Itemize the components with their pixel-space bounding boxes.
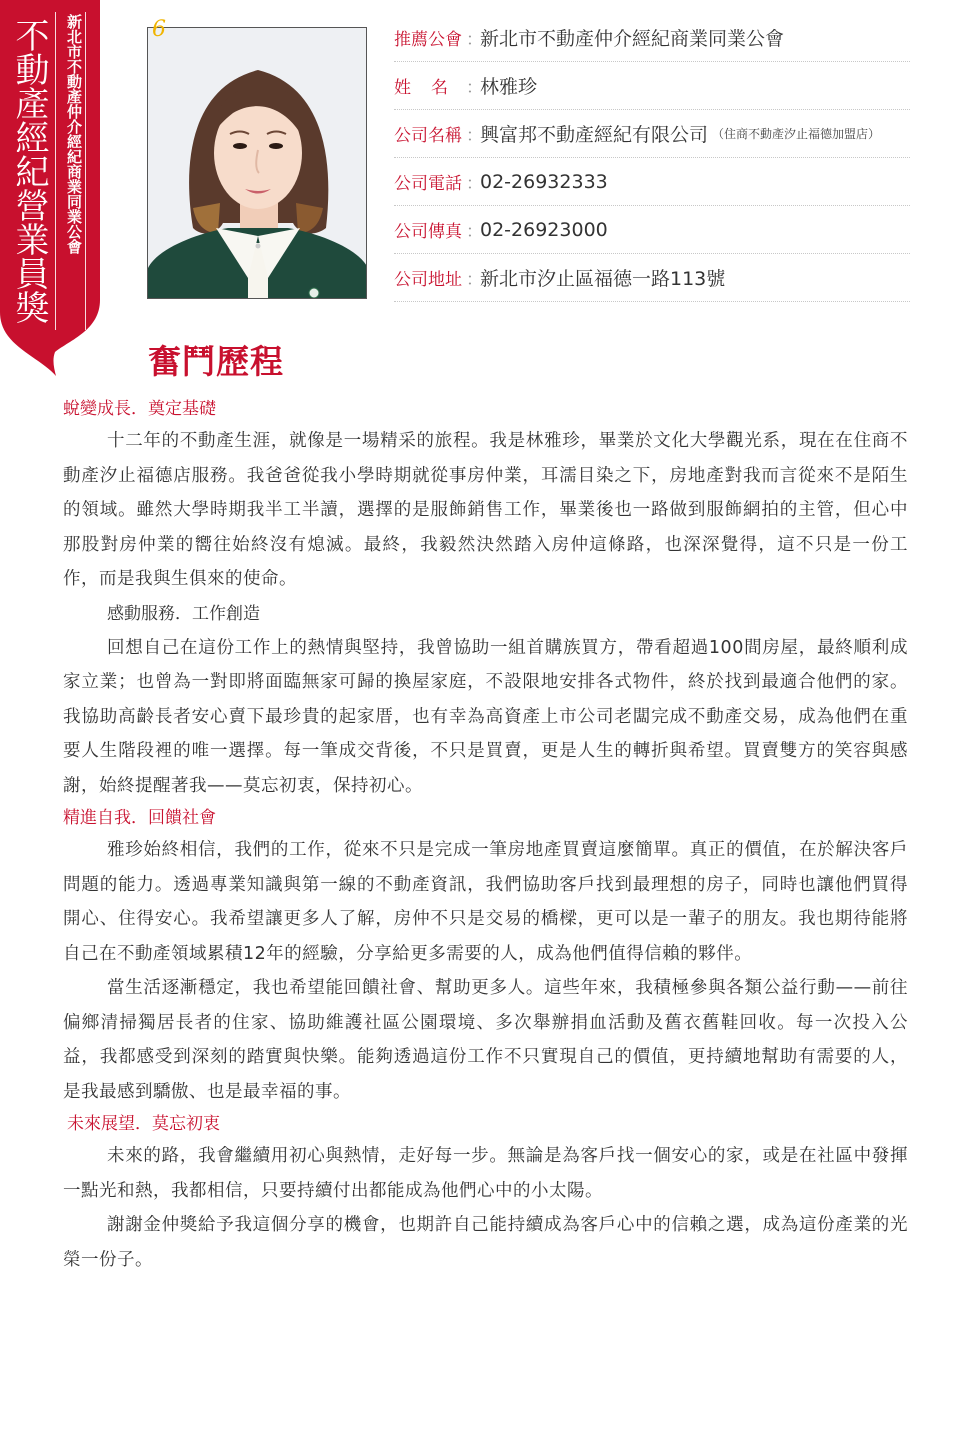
info-note: （住商不動產汐止福德加盟店） — [712, 127, 881, 141]
info-row-address — [394, 254, 910, 302]
info-value: 林雅珍 — [480, 76, 538, 98]
info-label: 公司名稱 — [394, 126, 462, 146]
association-name-vertical: 新北市不動產仲介經紀商業同業公會 — [65, 14, 83, 254]
info-label: 公司地址 — [394, 270, 462, 290]
info-colon: ： — [466, 30, 483, 50]
photo-corner-mark: 6 — [152, 17, 166, 42]
story-body — [63, 394, 908, 1277]
banner-divider-left — [55, 12, 56, 330]
info-table — [394, 14, 910, 302]
award-banner — [0, 0, 100, 378]
info-colon: ： — [466, 174, 483, 194]
info-colon: ： — [466, 270, 483, 290]
section-title: 奮鬥歷程 — [148, 342, 284, 381]
paragraph: 當生活逐漸穩定，我也希望能回饋社會、幫助更多人。這些年來，我積極參與各類公益行動——前往偏鄉清掃獨居長者的住家、協助維護社區公園環境、多次舉辦捐血活動及舊衣舊鞋回收。每一次投入公益，我都感受到深刻的踏實與快樂。能夠透過這份工作不只實現自己的價值，更持續地幫助有需要的人，是我最感到驕傲、也是最幸福的事。 — [63, 978, 908, 1102]
award-title: 不動產經紀營業員獎 — [9, 18, 49, 324]
info-row-association — [394, 14, 910, 62]
info-colon: ： — [466, 78, 483, 98]
info-label: 推薦公會 — [394, 30, 462, 50]
info-label: 公司電話 — [394, 174, 462, 194]
info-value: 興富邦不動產經紀有限公司 — [480, 124, 709, 146]
paragraph: 回想自己在這份工作上的熱情與堅持，我曾協助一組首購族買方，帶看超過100間房屋，最終順利成家立業；也曾為一對即將面臨無家可歸的換屋家庭，不設限地安排各式物件，終於找到最適合他們的家。我協助高齡長者安心賣下最珍貴的起家厝，也有幸為高資產上市公司老闆完成不動產交易，成為他們在重要人生階段裡的唯一選擇。每一筆成交背後，不只是買賣，更是人生的轉折與希望。買賣雙方的笑容與感謝，始終提醒著我——莫忘初衷，保持初心。 — [63, 637, 908, 796]
profile-photo — [147, 27, 367, 299]
subheading-growth: 蛻變成長．奠定基礎 — [63, 399, 216, 419]
info-value: 02-26923000 — [480, 218, 608, 241]
info-colon: ： — [466, 126, 483, 146]
info-label — [394, 73, 466, 98]
info-value: 02-26932333 — [480, 170, 608, 193]
portrait-illustration — [148, 28, 367, 299]
banner-divider-right — [85, 12, 86, 330]
paragraph: 謝謝金仲獎給予我這個分享的機會，也期許自己能持續成為客戶心中的信賴之選，成為這份產業的光榮一份子。 — [63, 1215, 908, 1270]
subheading-future: 未來展望．莫忘初衷 — [67, 1114, 220, 1134]
info-row-phone — [394, 158, 910, 206]
info-row-fax — [394, 206, 910, 254]
info-label: 公司傳真 — [394, 222, 462, 242]
info-value: 新北市不動產仲介經紀商業同業公會 — [480, 28, 785, 50]
info-label-text: 姓名 — [394, 78, 468, 98]
paragraph: 未來的路，我會繼續用初心與熱情，走好每一步。無論是為客戶找一個安心的家，或是在社區中發揮一點光和熱，我都相信，只要持續付出都能成為他們心中的小太陽。 — [63, 1146, 908, 1201]
subheading-service: 感動服務．工作創造 — [107, 603, 260, 624]
info-row-company — [394, 110, 910, 158]
info-row-name — [394, 62, 910, 110]
info-value: 新北市汐止區福德一路113號 — [480, 268, 726, 290]
paragraph: 十二年的不動產生涯，就像是一場精采的旅程。我是林雅珍，畢業於文化大學觀光系，現在在住商不動產汐止福德店服務。我爸爸從我小學時期就從事房仲業，耳濡目染之下，房地產對我而言從來不是陌生的領域。雖然大學時期我半工半讀，選擇的是服飾銷售工作，畢業後也一路做到服飾網拍的主管，但心中那股對房仲業的嚮往始終沒有熄滅。最終，我毅然決然踏入房仲這條路，也深深覺得，這不只是一份工作，而是我與生俱來的使命。 — [63, 431, 908, 589]
subheading-giving-back: 精進自我．回饋社會 — [63, 808, 216, 828]
info-colon: ： — [466, 222, 483, 242]
paragraph: 雅珍始終相信，我們的工作，從來不只是完成一筆房地產買賣這麼簡單。真正的價值，在於解決客戶問題的能力。透過專業知識與第一線的不動產資訊，我們協助客戶找到最理想的房子，同時也讓他們買得開心、住得安心。我希望讓更多人了解，房仲不只是交易的橋樑，更可以是一輩子的朋友。我也期待能將自己在不動產領域累積12年的經驗，分享給更多需要的人，成為他們值得信賴的夥伴。 — [63, 840, 908, 964]
